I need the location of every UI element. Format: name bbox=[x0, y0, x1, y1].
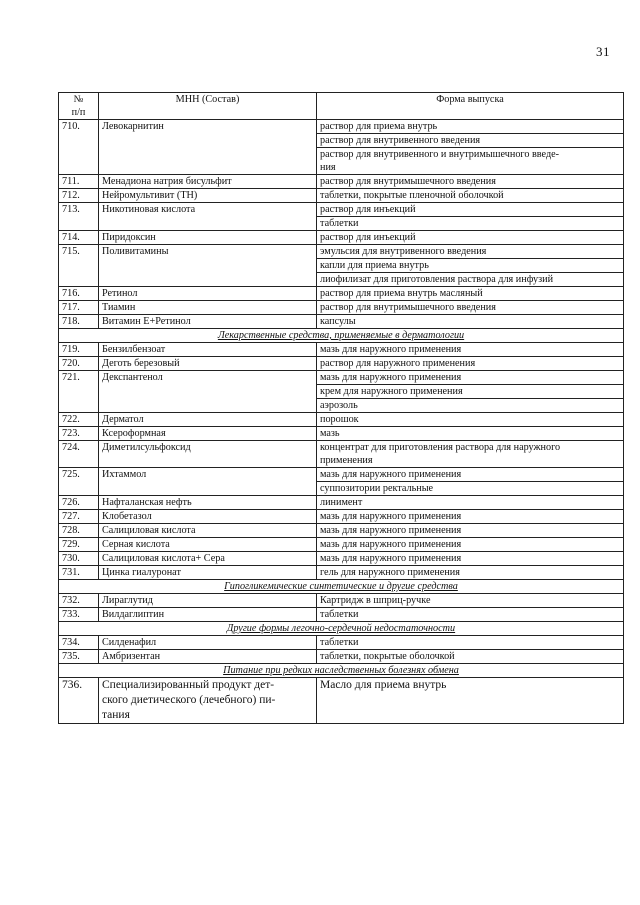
drug-name: Вилдаглиптин bbox=[99, 608, 317, 622]
release-form: раствор для внутримышечного введения bbox=[317, 301, 624, 315]
table-row bbox=[59, 203, 624, 217]
row-number: 717. bbox=[59, 301, 99, 315]
release-form: крем для наружного применения bbox=[317, 385, 624, 399]
drug-name: Клобетазол bbox=[99, 510, 317, 524]
release-form: Масло для приема внутрь bbox=[317, 678, 624, 724]
table-row bbox=[59, 315, 624, 329]
section-title: Лекарственные средства, применяемые в дерматологии bbox=[59, 329, 624, 343]
section-row bbox=[59, 329, 624, 343]
row-number: 720. bbox=[59, 357, 99, 371]
release-form: мазь для наружного применения bbox=[317, 510, 624, 524]
table-row bbox=[59, 608, 624, 622]
release-form: мазь bbox=[317, 427, 624, 441]
drug-name: Бензилбензоат bbox=[99, 343, 317, 357]
release-form: раствор для инъекций bbox=[317, 203, 624, 217]
table-row bbox=[59, 120, 624, 134]
section-row bbox=[59, 622, 624, 636]
release-form: мазь для наружного применения bbox=[317, 538, 624, 552]
release-form: таблетки, покрытые оболочкой bbox=[317, 650, 624, 664]
drug-name: Ихтаммол bbox=[99, 468, 317, 496]
row-number: 715. bbox=[59, 245, 99, 287]
release-form: концентрат для приготовления раствора для наружного применения bbox=[317, 441, 624, 468]
release-form: мазь для наружного применения bbox=[317, 552, 624, 566]
row-number: 729. bbox=[59, 538, 99, 552]
row-number: 724. bbox=[59, 441, 99, 468]
drug-name: Силденафил bbox=[99, 636, 317, 650]
section-title: Другие формы легочно-сердечной недостаточности bbox=[59, 622, 624, 636]
release-form: таблетки bbox=[317, 636, 624, 650]
row-number: 718. bbox=[59, 315, 99, 329]
row-number: 721. bbox=[59, 371, 99, 413]
header-num: № п/п bbox=[59, 93, 99, 120]
release-form: раствор для инъекций bbox=[317, 231, 624, 245]
row-number: 710. bbox=[59, 120, 99, 175]
release-form: капсулы bbox=[317, 315, 624, 329]
release-form: аэрозоль bbox=[317, 399, 624, 413]
drug-name: Декспантенол bbox=[99, 371, 317, 413]
drug-name: Тиамин bbox=[99, 301, 317, 315]
table-row bbox=[59, 678, 624, 724]
table-row bbox=[59, 441, 624, 468]
table-row bbox=[59, 343, 624, 357]
row-number: 722. bbox=[59, 413, 99, 427]
medication-table bbox=[58, 92, 624, 724]
table-row bbox=[59, 175, 624, 189]
table-row bbox=[59, 510, 624, 524]
section-row bbox=[59, 580, 624, 594]
drug-name: Левокарнитин bbox=[99, 120, 317, 175]
drug-name: Нейромультивит (ТН) bbox=[99, 189, 317, 203]
drug-name: Дерматол bbox=[99, 413, 317, 427]
drug-name: Салициловая кислота bbox=[99, 524, 317, 538]
release-form: раствор для наружного применения bbox=[317, 357, 624, 371]
release-form: раствор для внутривенного введения bbox=[317, 134, 624, 148]
release-form: гель для наружного применения bbox=[317, 566, 624, 580]
release-form: мазь для наружного применения bbox=[317, 371, 624, 385]
table-row bbox=[59, 413, 624, 427]
row-number: 727. bbox=[59, 510, 99, 524]
table-row bbox=[59, 524, 624, 538]
header-name: МНН (Состав) bbox=[99, 93, 317, 120]
drug-name: Витамин Е+Ретинол bbox=[99, 315, 317, 329]
table-row bbox=[59, 538, 624, 552]
table-row bbox=[59, 468, 624, 482]
release-form: суппозитории ректальные bbox=[317, 482, 624, 496]
release-form: таблетки, покрытые пленочной оболочкой bbox=[317, 189, 624, 203]
release-form: эмульсия для внутривенного введения bbox=[317, 245, 624, 259]
release-form: Картридж в шприц-ручке bbox=[317, 594, 624, 608]
drug-name: Никотиновая кислота bbox=[99, 203, 317, 231]
release-form: мазь для наружного применения bbox=[317, 343, 624, 357]
row-number: 730. bbox=[59, 552, 99, 566]
table-row bbox=[59, 371, 624, 385]
drug-name: Диметилсульфоксид bbox=[99, 441, 317, 468]
release-form: раствор для внутривенного и внутримышечного введе- ния bbox=[317, 148, 624, 175]
row-number: 726. bbox=[59, 496, 99, 510]
row-number: 714. bbox=[59, 231, 99, 245]
drug-name: Серная кислота bbox=[99, 538, 317, 552]
row-number: 719. bbox=[59, 343, 99, 357]
row-number: 731. bbox=[59, 566, 99, 580]
release-form: порошок bbox=[317, 413, 624, 427]
drug-name: Деготь березовый bbox=[99, 357, 317, 371]
table-row bbox=[59, 594, 624, 608]
row-number: 712. bbox=[59, 189, 99, 203]
page-number: 31 bbox=[596, 44, 610, 59]
table-row bbox=[59, 301, 624, 315]
row-number: 716. bbox=[59, 287, 99, 301]
release-form: таблетки bbox=[317, 217, 624, 231]
table-row bbox=[59, 566, 624, 580]
header-form: Форма выпуска bbox=[317, 93, 624, 120]
drug-name: Поливитамины bbox=[99, 245, 317, 287]
table-row bbox=[59, 245, 624, 259]
table-row bbox=[59, 496, 624, 510]
table-body bbox=[59, 120, 624, 724]
row-number: 733. bbox=[59, 608, 99, 622]
section-title: Питание при редких наследственных болезнях обмена bbox=[59, 664, 624, 678]
drug-name: Ретинол bbox=[99, 287, 317, 301]
release-form: капли для приема внутрь bbox=[317, 259, 624, 273]
section-title: Гипогликемические синтетические и другие средства bbox=[59, 580, 624, 594]
table-row bbox=[59, 552, 624, 566]
table-row bbox=[59, 636, 624, 650]
row-number: 711. bbox=[59, 175, 99, 189]
drug-name: Менадиона натрия бисульфит bbox=[99, 175, 317, 189]
row-number: 736. bbox=[59, 678, 99, 724]
row-number: 713. bbox=[59, 203, 99, 231]
release-form: мазь для наружного применения bbox=[317, 468, 624, 482]
release-form: раствор для приема внутрь масляный bbox=[317, 287, 624, 301]
drug-name: Цинка гиалуронат bbox=[99, 566, 317, 580]
section-row bbox=[59, 664, 624, 678]
table-row bbox=[59, 650, 624, 664]
row-number: 734. bbox=[59, 636, 99, 650]
release-form: таблетки bbox=[317, 608, 624, 622]
release-form: раствор для приема внутрь bbox=[317, 120, 624, 134]
drug-name: Салициловая кислота+ Сера bbox=[99, 552, 317, 566]
drug-name: Амбризентан bbox=[99, 650, 317, 664]
table-row bbox=[59, 231, 624, 245]
release-form: раствор для внутримышечного введения bbox=[317, 175, 624, 189]
table-row bbox=[59, 287, 624, 301]
row-number: 723. bbox=[59, 427, 99, 441]
row-number: 735. bbox=[59, 650, 99, 664]
release-form: мазь для наружного применения bbox=[317, 524, 624, 538]
row-number: 725. bbox=[59, 468, 99, 496]
table-header-row bbox=[59, 93, 624, 120]
drug-name: Ксероформная bbox=[99, 427, 317, 441]
release-form: лиофилизат для приготовления раствора для инфузий bbox=[317, 273, 624, 287]
drug-name: Нафталанская нефть bbox=[99, 496, 317, 510]
table-row bbox=[59, 357, 624, 371]
release-form: линимент bbox=[317, 496, 624, 510]
drug-name: Специализированный продукт дет- ского диетического (лечебного) пи- тания bbox=[99, 678, 317, 724]
drug-name: Лираглутид bbox=[99, 594, 317, 608]
row-number: 728. bbox=[59, 524, 99, 538]
table-row bbox=[59, 427, 624, 441]
table-row bbox=[59, 189, 624, 203]
row-number: 732. bbox=[59, 594, 99, 608]
drug-name: Пиридоксин bbox=[99, 231, 317, 245]
